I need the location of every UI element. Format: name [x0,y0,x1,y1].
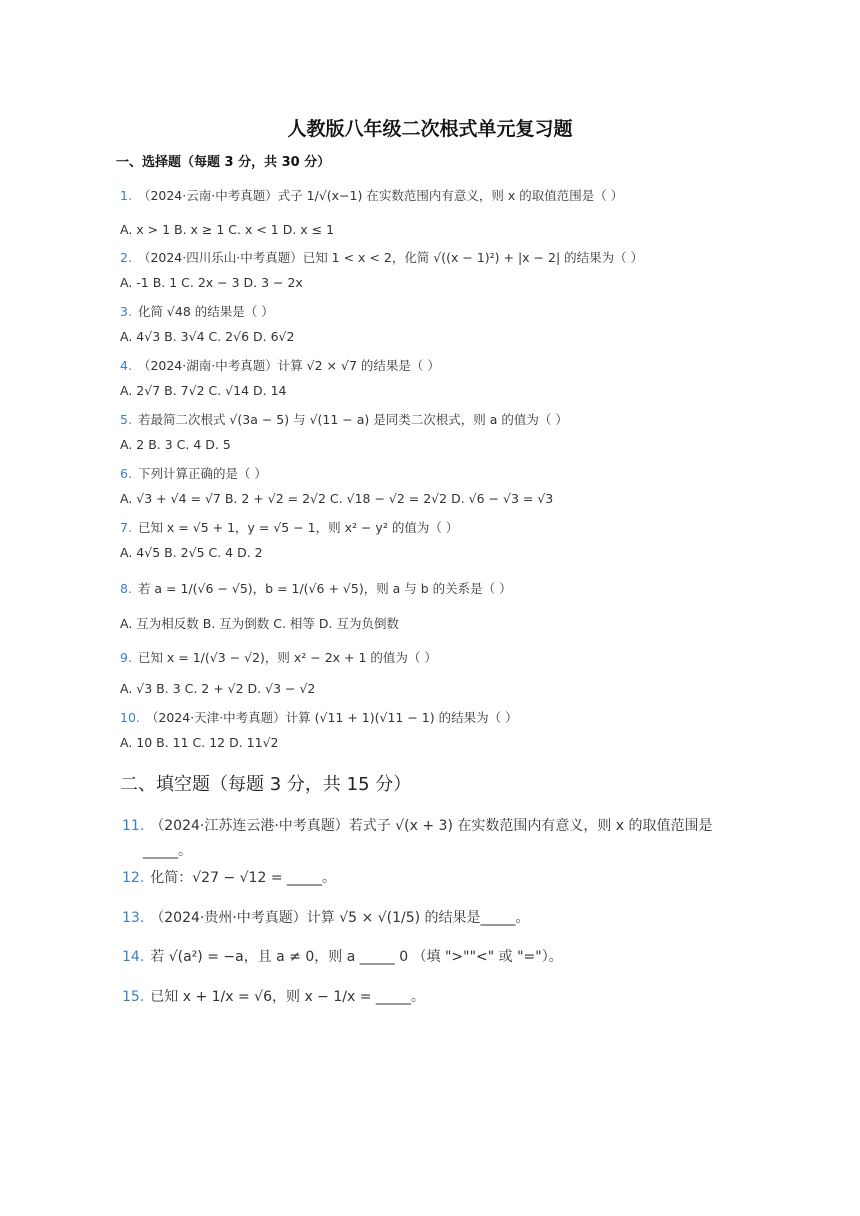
question-text: （2024·天津·中考真题）计算 (√11 + 1)(√11 − 1) 的结果为（ ） [145,710,518,725]
question-7 [120,518,458,536]
options-2: A. -1 B. 1 C. 2x − 3 D. 3 − 2x [120,275,303,290]
question-number: 5. [120,412,132,427]
question-11-blank: _____。 [143,843,192,859]
section-heading-fill: 二、填空题（每题 3 分，共 15 分） [120,774,412,795]
question-number: 11. [122,818,145,834]
question-2 [120,248,643,266]
question-4 [120,356,440,374]
question-11 [122,815,713,835]
options-10: A. 10 B. 11 C. 12 D. 11√2 [120,735,279,750]
question-text: 已知 x = 1/(√3 − √2)，则 x² − 2x + 1 的值为（ ） [137,650,437,665]
question-text: 化简 √48 的结果是（ ） [137,304,274,319]
question-15 [122,986,425,1006]
options-6: A. √3 + √4 = √7 B. 2 + √2 = 2√2 C. √18 − √2 = 2√2 D. √6 − √3 = √3 [120,491,554,506]
question-text: 化简：√27 − √12 = _____。 [150,870,336,886]
options-9: A. √3 B. 3 C. 2 + √2 D. √3 − √2 [120,681,316,696]
question-text: （2024·云南·中考真题）式子 1/√(x−1) 在实数范围内有意义，则 x 的取值范围是（ ） [137,188,624,203]
question-number: 15. [122,989,145,1005]
question-number: 13. [122,910,145,926]
question-3 [120,302,274,320]
question-text: 若 a = 1/(√6 − √5)，b = 1/(√6 + √5)，则 a 与 b 的关系是（ ） [137,581,512,596]
options-1: A. x > 1 B. x ≥ 1 C. x < 1 D. x ≤ 1 [120,222,335,237]
question-text: 若 √(a²) = −a，且 a ≠ 0，则 a _____ 0 （填 ">""<" 或 "="）。 [150,949,563,965]
question-number: 3. [120,304,132,319]
question-text: 已知 x = √5 + 1，y = √5 − 1，则 x² − y² 的值为（ ） [137,520,459,535]
options-5: A. 2 B. 3 C. 4 D. 5 [120,437,231,452]
question-13 [122,907,530,927]
question-10 [120,708,518,726]
question-text: （2024·湖南·中考真题）计算 √2 × √7 的结果是（ ） [137,358,440,373]
question-1 [120,186,623,204]
question-number: 8. [120,581,132,596]
question-text: （2024·江苏连云港·中考真题）若式子 √(x + 3) 在实数范围内有意义，则 x 的取值范围是 [150,818,713,834]
options-4: A. 2√7 B. 7√2 C. √14 D. 14 [120,383,287,398]
options-3: A. 4√3 B. 3√4 C. 2√6 D. 6√2 [120,329,295,344]
question-12 [122,867,336,887]
question-number: 14. [122,949,145,965]
question-number: 2. [120,250,132,265]
options-8: A. 互为相反数 B. 互为倒数 C. 相等 D. 互为负倒数 [120,616,399,631]
question-number: 6. [120,466,132,481]
question-8 [120,579,512,597]
question-number: 10. [120,710,140,725]
question-number: 9. [120,650,132,665]
question-number: 12. [122,870,145,886]
question-text: 下列计算正确的是（ ） [137,466,267,481]
question-number: 4. [120,358,132,373]
document-title: 人教版八年级二次根式单元复习题 [287,118,573,140]
question-6 [120,464,267,482]
options-7: A. 4√5 B. 2√5 C. 4 D. 2 [120,545,263,560]
question-number: 7. [120,520,132,535]
question-text: （2024·贵州·中考真题）计算 √5 × √(1/5) 的结果是_____。 [150,910,530,926]
question-text: 已知 x + 1/x = √6，则 x − 1/x = _____。 [150,989,425,1005]
question-text: 若最简二次根式 √(3a − 5) 与 √(11 − a) 是同类二次根式，则 a 的值为（ ） [137,412,568,427]
section-heading-choice: 一、选择题（每题 3 分，共 30 分） [116,155,331,170]
question-9 [120,648,437,666]
question-5 [120,410,568,428]
question-number: 1. [120,188,132,203]
question-text: （2024·四川乐山·中考真题）已知 1 < x < 2，化简 √((x − 1)²) + |x − 2| 的结果为（ ） [137,250,644,265]
question-14 [122,946,563,966]
